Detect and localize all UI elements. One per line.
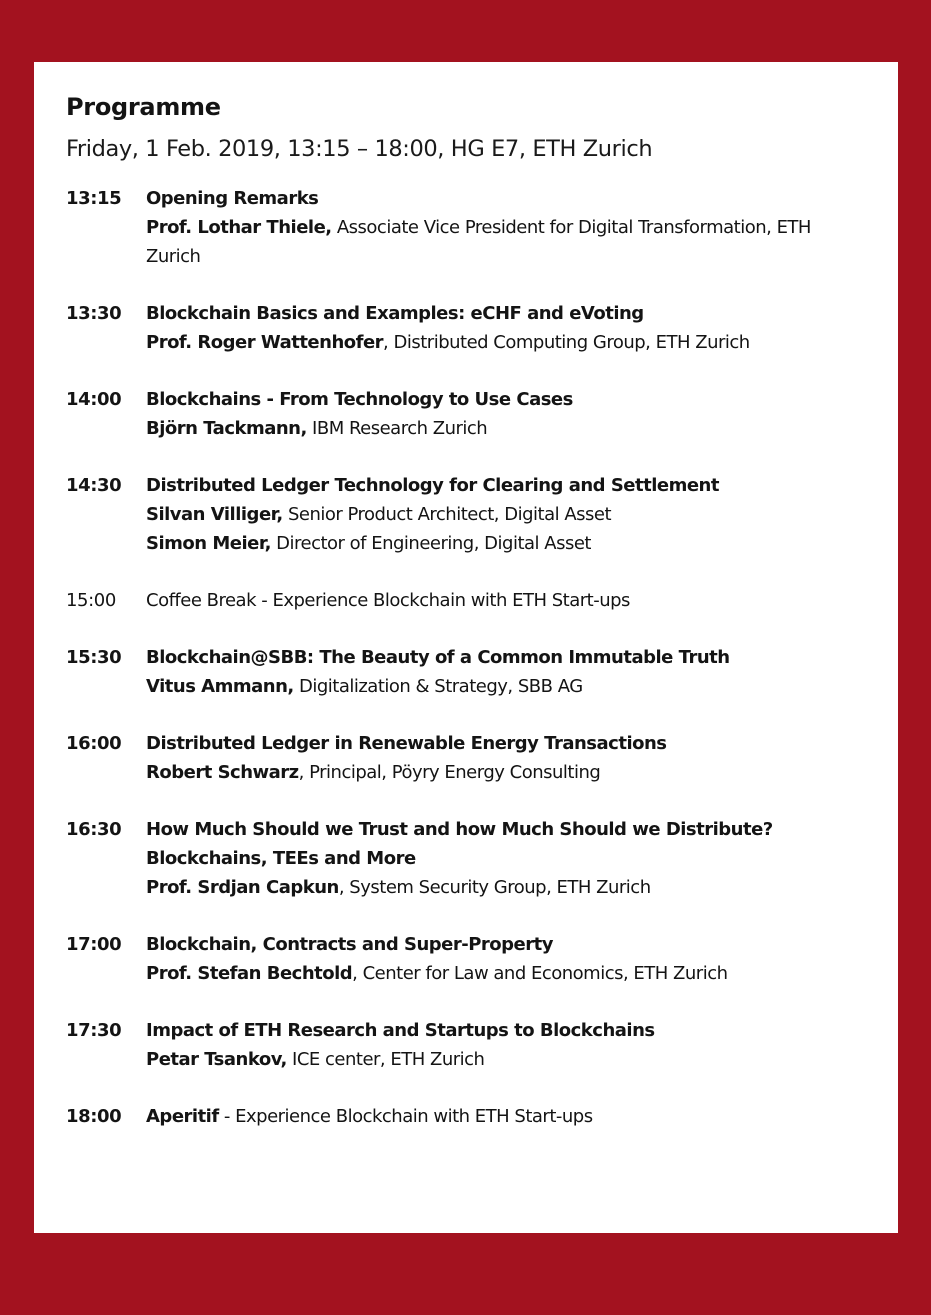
- item-body: [146, 299, 858, 357]
- programme-item-aperitif: [66, 1102, 858, 1131]
- item-time: 14:30: [66, 475, 122, 496]
- item-time: 17:30: [66, 1020, 122, 1041]
- page-title: Programme: [66, 93, 221, 121]
- programme-item: [66, 643, 858, 701]
- item-body: [146, 586, 858, 615]
- item-time: 15:30: [66, 647, 122, 668]
- item-body: [146, 1016, 858, 1074]
- speaker-line: [146, 873, 858, 902]
- item-time: 18:00: [66, 1106, 122, 1127]
- programme-item: [66, 729, 858, 787]
- programme-list: [66, 184, 858, 1131]
- talk-title: Opening Remarks: [146, 188, 319, 209]
- speaker-line: [146, 1045, 858, 1074]
- item-body: [146, 729, 858, 787]
- item-body: [146, 930, 858, 988]
- talk-title: Distributed Ledger Technology for Clearing and Settlement: [146, 475, 719, 496]
- aperitif-label: Aperitif: [146, 1106, 219, 1127]
- item-time: 16:30: [66, 819, 122, 840]
- item-body: [146, 815, 858, 902]
- programme-item: [66, 930, 858, 988]
- speaker-name: Silvan Villiger,: [146, 504, 283, 525]
- item-body: [146, 1102, 858, 1131]
- speaker-affiliation: Senior Product Architect, Digital Asset: [282, 504, 612, 525]
- event-date-location: Friday, 1 Feb. 2019, 13:15 – 18:00, HG E7, ETH Zurich: [66, 136, 653, 162]
- talk-title: Blockchain, Contracts and Super-Property: [146, 934, 553, 955]
- break-text: Coffee Break - Experience Blockchain with ETH Start-ups: [146, 590, 630, 611]
- speaker-line: [146, 672, 858, 701]
- speaker-name: Prof. Srdjan Capkun: [146, 877, 339, 898]
- item-body: [146, 471, 858, 558]
- speaker-line: [146, 500, 858, 529]
- item-time: 14:00: [66, 389, 122, 410]
- talk-title: Blockchain@SBB: The Beauty of a Common Immutable Truth: [146, 647, 730, 668]
- item-time: 16:00: [66, 733, 122, 754]
- speaker-affiliation: , Distributed Computing Group, ETH Zurich: [383, 332, 750, 353]
- speaker-affiliation: Director of Engineering, Digital Asset: [270, 533, 591, 554]
- item-body: [146, 385, 858, 443]
- item-time: 17:00: [66, 934, 122, 955]
- talk-title: Distributed Ledger in Renewable Energy Transactions: [146, 733, 667, 754]
- speaker-name: Petar Tsankov,: [146, 1049, 287, 1070]
- item-time: 13:15: [66, 188, 122, 209]
- speaker-name: Vitus Ammann,: [146, 676, 294, 697]
- speaker-affiliation: , System Security Group, ETH Zurich: [338, 877, 651, 898]
- speaker-line: [146, 758, 858, 787]
- item-body: [146, 184, 858, 271]
- speaker-line: [146, 529, 858, 558]
- speaker-name: Björn Tackmann,: [146, 418, 307, 439]
- speaker-line: [146, 959, 858, 988]
- programme-item: [66, 184, 858, 271]
- talk-title: How Much Should we Trust and how Much Should we Distribute? Blockchains, TEEs and More: [146, 819, 773, 869]
- speaker-name: Robert Schwarz: [146, 762, 299, 783]
- talk-title: Blockchain Basics and Examples: eCHF and eVoting: [146, 303, 644, 324]
- programme-sheet: [34, 62, 898, 1233]
- speaker-name: Prof. Roger Wattenhofer: [146, 332, 384, 353]
- programme-item: [66, 815, 858, 902]
- speaker-affiliation: , Center for Law and Economics, ETH Zurich: [352, 963, 728, 984]
- programme-item: [66, 385, 858, 443]
- speaker-affiliation: Associate Vice President for Digital Transformation, ETH Zurich: [146, 217, 811, 267]
- talk-title: Impact of ETH Research and Startups to Blockchains: [146, 1020, 655, 1041]
- programme-item: [66, 471, 858, 558]
- speaker-affiliation: IBM Research Zurich: [306, 418, 488, 439]
- speaker-name: Prof. Stefan Bechtold: [146, 963, 353, 984]
- aperitif-text: - Experience Blockchain with ETH Start-ups: [218, 1106, 593, 1127]
- speaker-affiliation: , Principal, Pöyry Energy Consulting: [298, 762, 601, 783]
- talk-title: Blockchains - From Technology to Use Cases: [146, 389, 573, 410]
- item-body: [146, 643, 858, 701]
- speaker-affiliation: Digitalization & Strategy, SBB AG: [293, 676, 583, 697]
- speaker-name: Prof. Lothar Thiele,: [146, 217, 332, 238]
- programme-item: [66, 1016, 858, 1074]
- speaker-name: Simon Meier,: [146, 533, 271, 554]
- item-time: 15:00: [66, 590, 116, 611]
- speaker-affiliation: ICE center, ETH Zurich: [286, 1049, 485, 1070]
- speaker-line: [146, 328, 858, 357]
- programme-item: [66, 299, 858, 357]
- programme-item-break: [66, 586, 858, 615]
- speaker-line: [146, 213, 858, 271]
- speaker-line: [146, 414, 858, 443]
- programme-content: [66, 92, 858, 1159]
- item-time: 13:30: [66, 303, 122, 324]
